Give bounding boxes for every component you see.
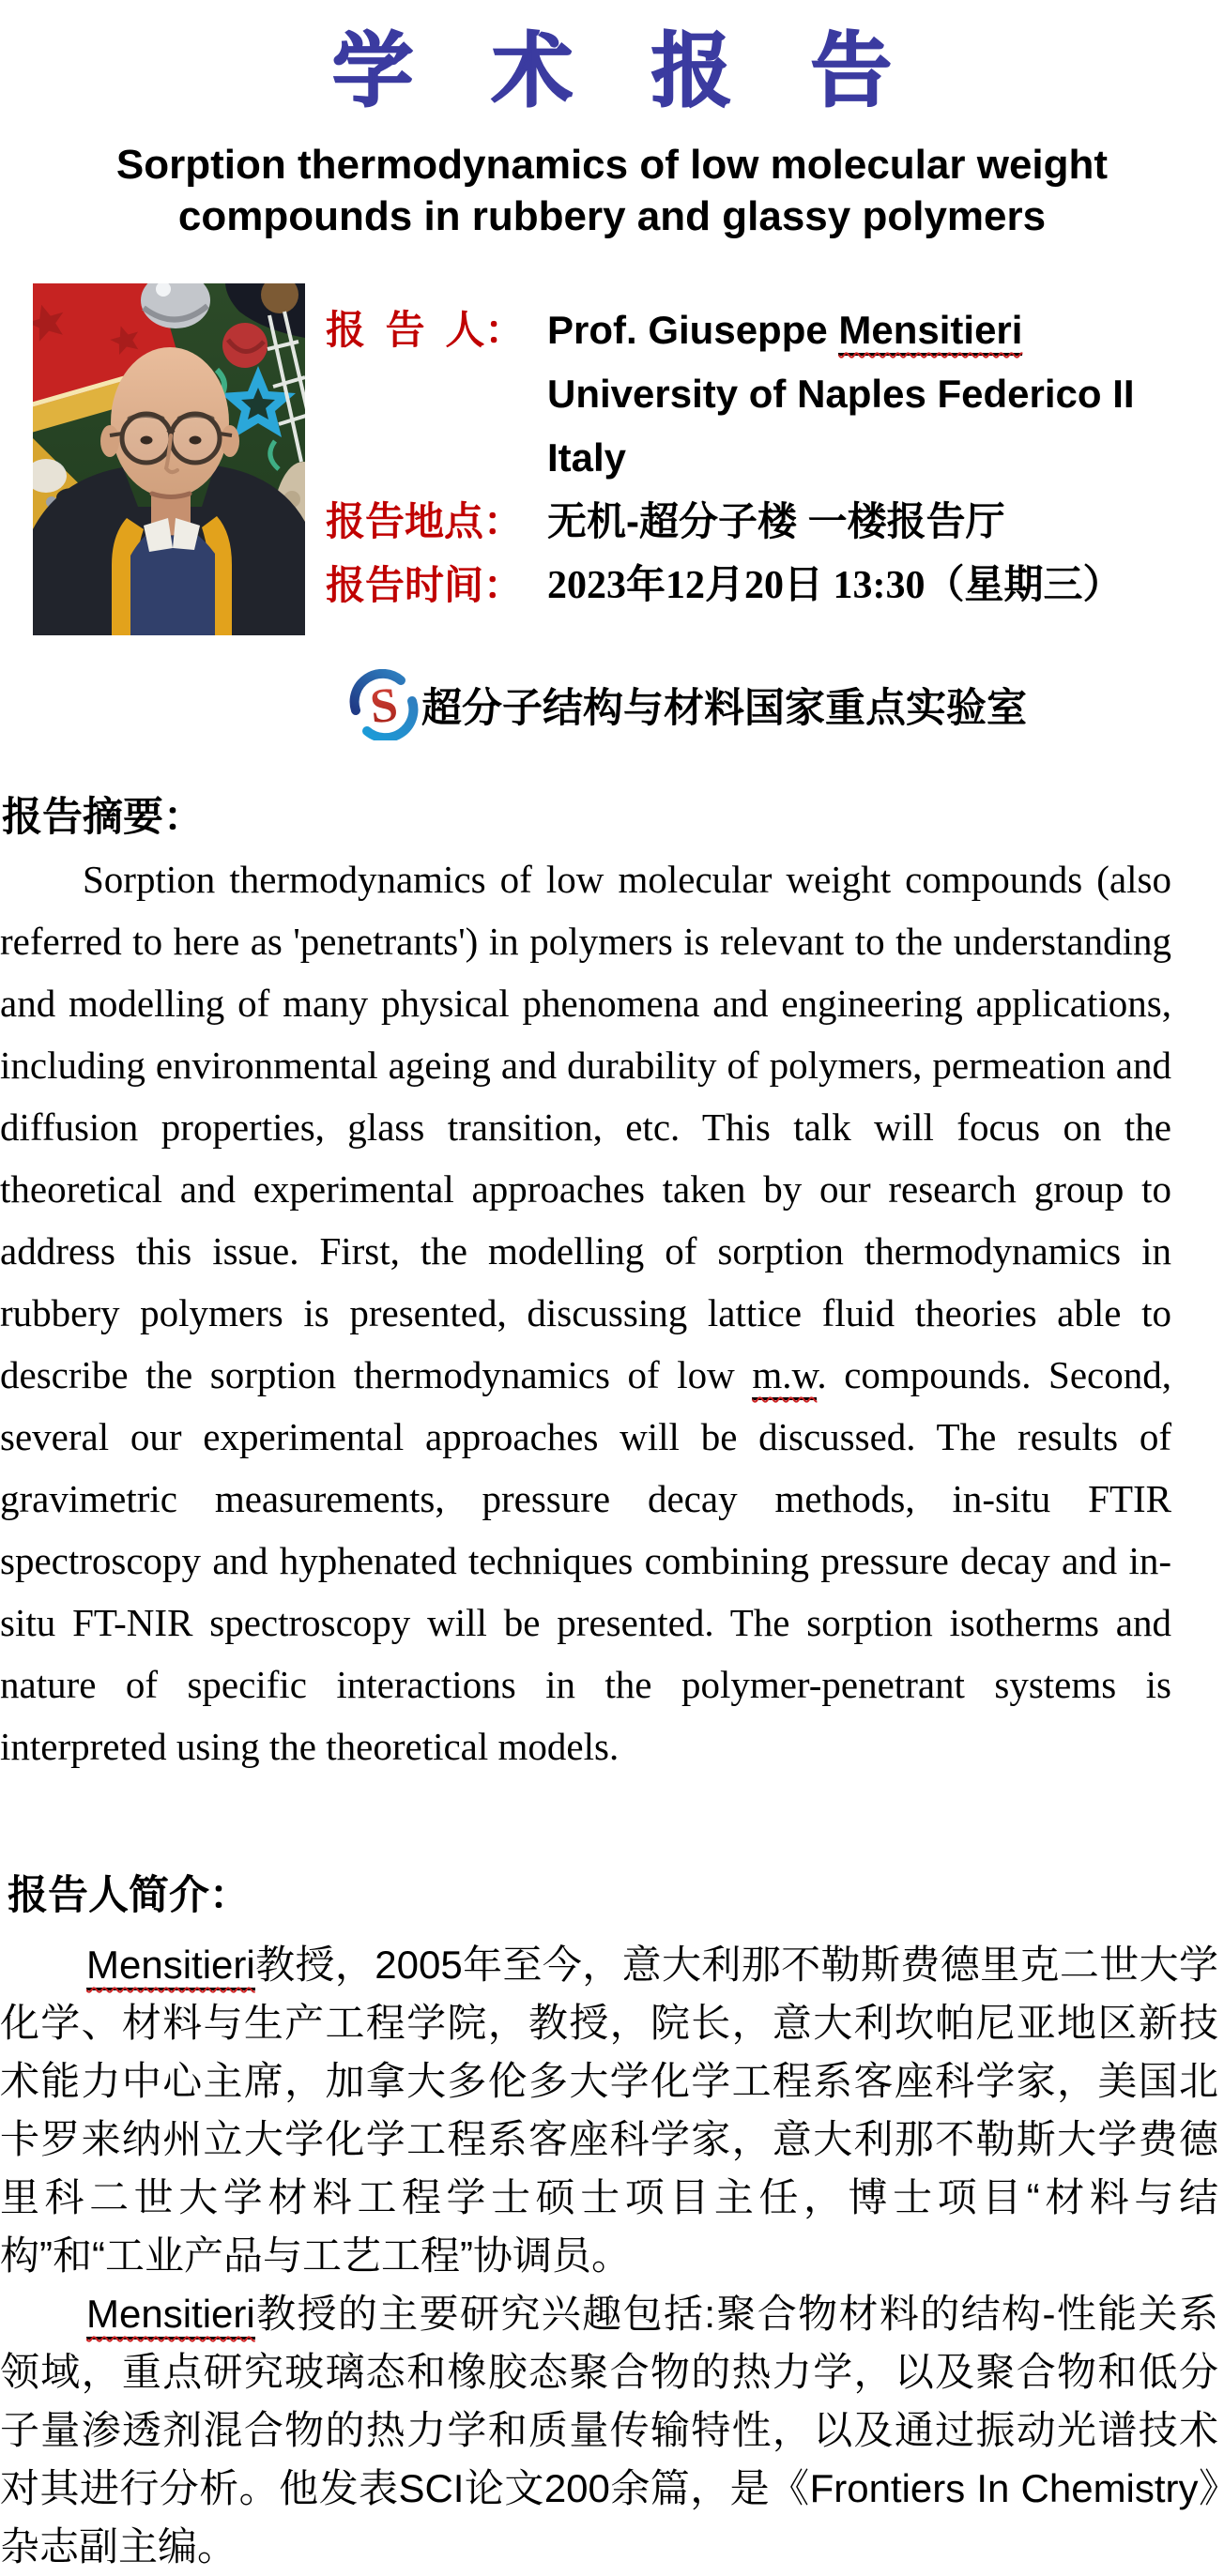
speaker-label: 报 告 人： [326,308,525,352]
bio-p2-text: 教授的主要研究兴趣包括:聚合物材料的结构-性能关系领域，重点研究玻璃态和橡胶态聚合物的热力学，以及聚合物和低分子量渗透剂混合物的热力学和质量传输特性，以及通过振动光谱技术对其进行分析。他发表SCI论文200余篇，是《Frontiers In Chemistry》杂志副主编。 [0,2292,1218,2568]
bio-paragraph-2 [0,2285,1218,2576]
talk-title-line1: Sorption thermodynamics of low molecular weight [115,142,1109,188]
speaker-photo [33,283,305,635]
abstract-mw-underline [752,1353,817,1400]
label-spacer [326,362,547,426]
speaker-country-row [326,426,1135,490]
speaker-name [547,298,1022,362]
speaker-affiliation: University of Naples Federico II [547,372,1135,416]
abstract-text [0,848,1171,1777]
time-row [326,554,1135,617]
bio-paragraph-1 [0,1936,1218,2285]
abstract-part1: Sorption thermodynamics of low molecular weight compounds (also referred to here as 'penetrants') in polymers is relevant to the understanding and modelling of many physical phenomena and engineering applications, including environmental ageing and durability of polymers, permeation and diffusion properties, glass transition, etc. This talk will focus on the theoretical and experimental approaches taken by our research group to address this issue. First, the modelling of sorption thermodynamics in rubbery polymers is presented, discussing lattice fluid theories able to describe the sorption thermodynamics of low [0,858,1171,1396]
speaker-info [326,283,1135,635]
speaker-country: Italy [547,435,627,480]
poster-page [0,28,1224,2576]
abstract-heading: 报告摘要： [2,795,204,840]
bio-p1-surname-underline [86,1943,255,1990]
speaker-section [33,283,1224,635]
time-label: 报告时间： [326,563,524,607]
talk-title [0,139,1224,242]
location-row [326,490,1135,554]
lab-banner [349,669,1224,740]
abstract-mw-term: m.w [752,1353,818,1396]
speaker-surname: Mensitieri [838,308,1023,352]
bio-p1-text: 教授，2005年至今，意大利那不勒斯费德里克二世大学化学、材料与生产工程学院，教授，院长，意大利坎帕尼亚地区新技术能力中心主席，加拿大多伦多大学化学工程系客座科学家，美国北卡罗来纳州立大学化学工程系客座科学家，意大利那不勒斯大学费德里科二世大学材料工程学士硕士项目主任，博士项目“材料与结构”和“工业产品与工艺工程”协调员。 [0,1943,1218,2278]
lab-name: 超分子结构与材料国家重点实验室 [421,685,1027,731]
bio-heading: 报告人简介： [8,1873,250,1918]
speaker-photo-illustration [33,283,305,635]
page-title: 学 术 报 告 [332,26,920,116]
label-spacer [326,426,547,490]
bio-p2-surname: Mensitieri [86,2292,255,2336]
speaker-surname-underline [838,308,1022,356]
speaker-affiliation-row [326,362,1135,426]
time-value: 2023年12月20日 13:30（星期三） [547,564,1123,607]
abstract-part2: . compounds. Second, several our experimental approaches will be discussed. The results of gravimetric measurements, pressure decay methods, in-situ FTIR spectroscopy and hyphenated techniques combining pressure decay and in-situ FT-NIR spectroscopy will be presented. The sorption isotherms and nature of specific interactions in the polymer-penetrant systems is interpreted using the theoretical models. [0,1353,1171,1768]
speaker-name-prefix: Prof. Giuseppe [547,308,839,352]
location-value: 无机-超分子楼 一楼报告厅 [547,499,1005,543]
lab-logo-icon [349,669,419,740]
speaker-name-row [326,298,1135,362]
location-label: 报告地点： [326,499,524,543]
talk-title-line2: compounds in rubbery and glassy polymers [177,193,1047,239]
bio-p2-surname-underline [86,2292,255,2340]
bio-p1-surname: Mensitieri [86,1943,255,1987]
lab-logo-letter: S [367,678,401,735]
